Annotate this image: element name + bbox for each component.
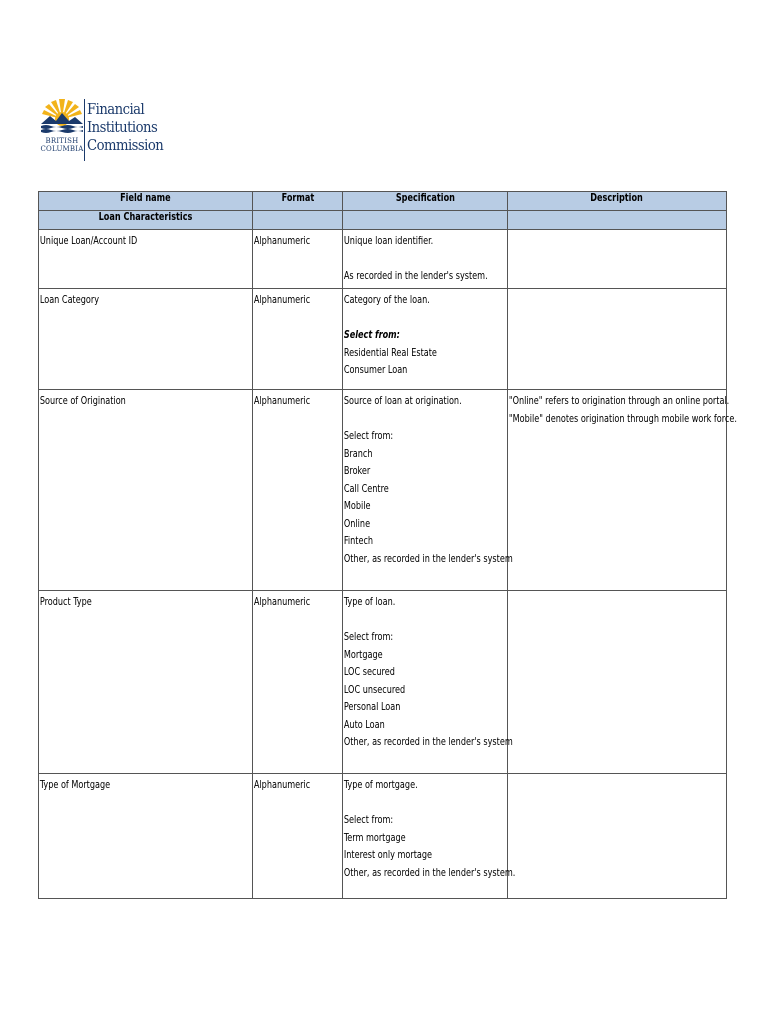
field-spec: Source of loan at origination. Select from: Branch Broker Call Centre Mobile Online Fintech Other, as recorded in the lender's system <box>343 395 513 565</box>
field-format: Alphanumeric <box>253 395 311 407</box>
table-row <box>39 390 727 591</box>
header-field-name: Field name <box>39 192 253 211</box>
field-spec: Category of the loan. Select from: Residential Real Estate Consumer Loan <box>343 294 437 376</box>
table-row <box>39 289 727 390</box>
table-row <box>39 591 727 774</box>
header-description: Description <box>508 192 727 211</box>
table-row <box>39 774 727 899</box>
field-name: Product Type <box>39 596 92 608</box>
field-spec: Unique loan identifier. As recorded in the lender's system. <box>343 235 488 282</box>
field-spec-table <box>38 191 737 899</box>
field-name: Unique Loan/Account ID <box>39 235 138 247</box>
field-format: Alphanumeric <box>253 235 311 247</box>
field-name: Type of Mortgage <box>39 779 111 791</box>
sunburst-mountain-icon <box>38 97 86 137</box>
logo-divider <box>84 99 85 161</box>
field-name: Source of Origination <box>39 395 126 407</box>
field-format: Alphanumeric <box>253 779 311 791</box>
fic-logo <box>38 97 164 167</box>
field-description: "Online" refers to origination through an online portal. "Mobile" denotes origination through mobile work force. <box>508 395 737 425</box>
field-format: Alphanumeric <box>253 596 311 608</box>
org-wordmark: Financial Institutions Commission <box>87 100 164 154</box>
field-spec: Type of mortgage. Select from: Term mortgage Interest only mortage Other, as recorded in the lender's system. <box>343 779 516 879</box>
field-name: Loan Category <box>39 294 100 306</box>
table-row <box>39 230 727 289</box>
section-row <box>39 211 727 230</box>
bc-wordmark: BRITISH COLUMBIA <box>40 137 84 153</box>
table-header-row <box>39 192 727 211</box>
field-spec: Type of loan. Select from: Mortgage LOC secured LOC unsecured Personal Loan Auto Loan Other, as recorded in the lender's system <box>343 596 513 748</box>
header-format: Format <box>253 192 343 211</box>
field-format: Alphanumeric <box>253 294 311 306</box>
header-specification: Specification <box>343 192 508 211</box>
section-title: Loan Characteristics <box>39 211 253 230</box>
